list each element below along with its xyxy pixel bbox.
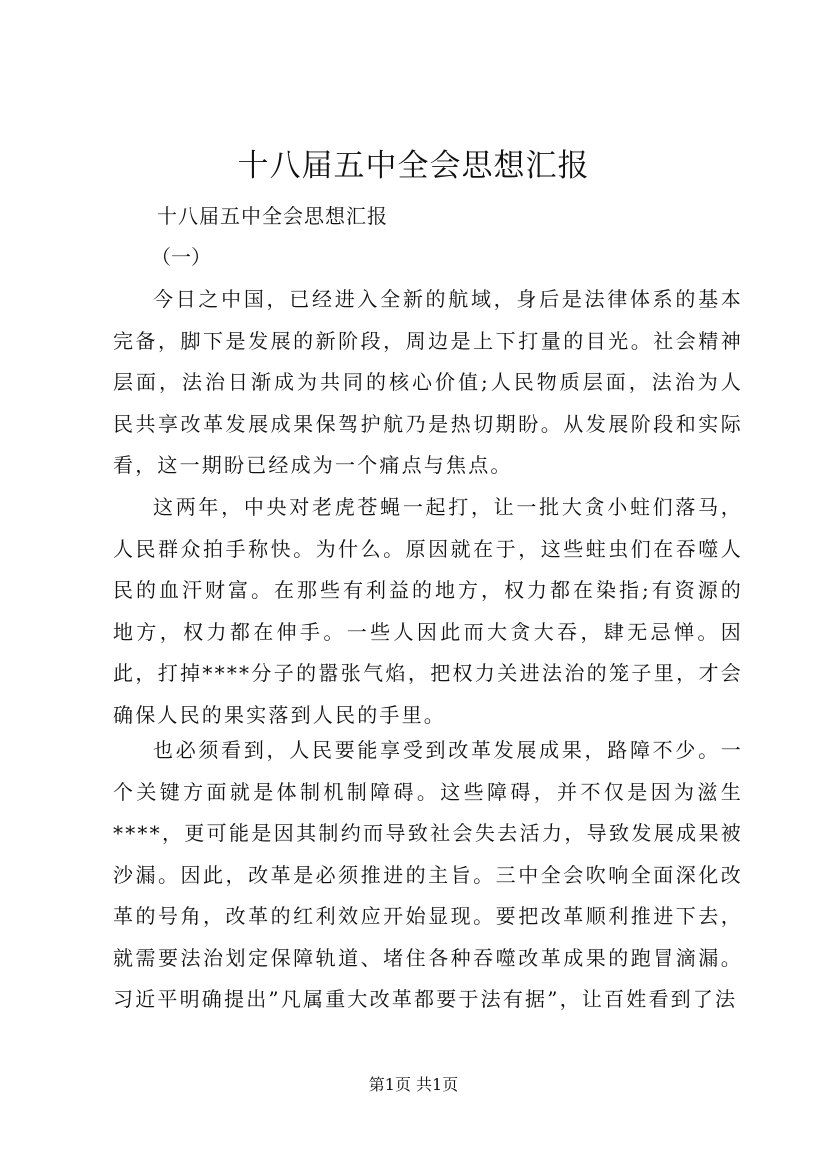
document-title: 十八届五中全会思想汇报 xyxy=(237,148,590,184)
document-subtitle: 十八届五中全会思想汇报 xyxy=(157,204,388,228)
paragraph-2: 这两年，中央对老虎苍蝇一起打，让一批大贪小蛀们落马，人民群众拍手称快。为什么。原因就在于，这些蛀虫们在吞噬人民的血汗财富。在那些有利益的地方，权力都在染指;有资源的地方，权力都在伸手。一些人因此而大贪大吞，肆无忌惮。因此，打掉****分子的嚣张气焰，把权力关进法治的笼子里，才会确保人民的果实落到人民的手里。 xyxy=(113,495,743,727)
paragraph-1: 今日之中国，已经进入全新的航域，身后是法律体系的基本完备，脚下是发展的新阶段，周边是上下打量的目光。社会精神层面，法治日渐成为共同的核心价值;人民物质层面，法治为人民共享改革发展成果保驾护航乃是热切期盼。从发展阶段和实际看，这一期盼已经成为一个痛点与焦点。 xyxy=(113,287,743,477)
paragraph-3: 也必须看到，人民要能享受到改革发展成果，路障不少。一个关键方面就是体制机制障碍。这些障碍，并不仅是因为滋生****，更可能是因其制约而导致社会失去活力，导致发展成果被沙漏。因此，改革是必须推进的主旨。三中全会吹响全面深化改革的号角，改革的红利效应开始显现。要把改革顺利推进下去，就需要法治划定保障轨道、堵住各种吞噬改革成果的跑冒滴漏。习近平明确提出”凡属重大改革都要于法有据”，让百姓看到了法 xyxy=(113,738,743,1011)
page-footer: 第1页 共1页 xyxy=(368,1075,459,1094)
section-marker: （一） xyxy=(151,245,211,269)
